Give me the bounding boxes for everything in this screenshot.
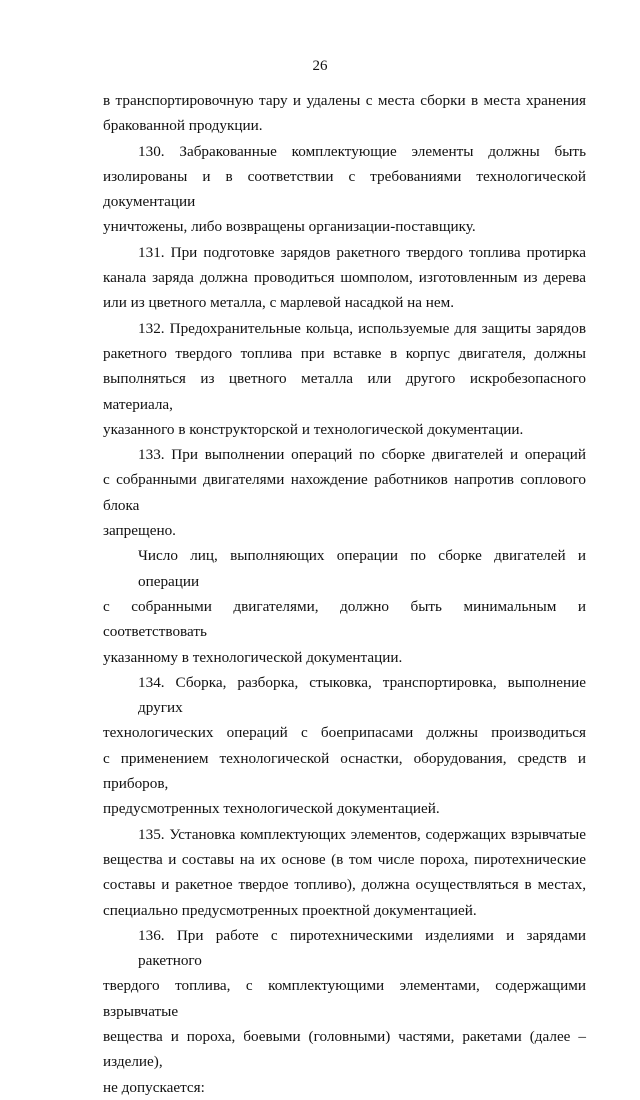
paragraph-130 <box>103 139 586 240</box>
text-line: ракетного твердого топлива при вставке в корпус двигателя, должны <box>103 344 586 362</box>
paragraph-136 <box>103 923 586 1100</box>
paragraph-persons <box>103 543 586 669</box>
text-line: специально предусмотренных проектной документацией. <box>103 901 477 919</box>
text-line: бракованной продукции. <box>103 117 263 135</box>
text-line: выполняться из цветного металла или другого искробезопасного материала, <box>103 370 586 413</box>
text-line: 131. При подготовке зарядов ракетного твердого топлива протирка <box>138 243 586 261</box>
text-line: технологических операций с боеприпасами должны производиться <box>103 724 586 742</box>
text-line: в транспортировочную тару и удалены с места сборки в места хранения <box>103 92 586 109</box>
text-line: не допускается: <box>103 1078 205 1096</box>
document-body <box>103 88 586 1100</box>
text-line: или из цветного металла, с марлевой насадкой на нем. <box>103 294 455 312</box>
paragraph-135 <box>103 822 586 923</box>
text-line: твердого топлива, с комплектующими элементами, содержащими взрывчатые <box>103 977 586 1020</box>
text-line: вещества и составы на их основе (в том числе пороха, пиротехнические <box>103 850 586 868</box>
text-line: указанного в конструкторской и технологической документации. <box>103 420 524 438</box>
text-line: запрещено. <box>103 522 176 540</box>
text-line: Число лиц, выполняющих операции по сборке двигателей и операции <box>138 547 586 590</box>
text-line: с применением технологической оснастки, оборудования, средств и приборов, <box>103 749 586 793</box>
paragraph-132 <box>103 316 586 442</box>
text-line: изолированы и в соответствии с требованиями технологической документации <box>103 167 586 211</box>
paragraph-133 <box>103 442 586 543</box>
text-line: уничтожены, либо возвращены организации-поставщику. <box>103 218 476 236</box>
text-line: канала заряда должна проводиться шомполом, изготовленным из дерева <box>103 269 586 287</box>
text-line: 135. Установка комплектующих элементов, содержащих взрывчатые <box>138 825 586 843</box>
text-line: 134. Сборка, разборка, стыковка, транспортировка, выполнение других <box>138 673 586 717</box>
text-line: с собранными двигателями, должно быть минимальным и соответствовать <box>103 597 586 641</box>
text-line: вещества и пороха, боевыми (головными) частями, ракетами (далее – изделие), <box>103 1027 586 1071</box>
text-line: указанному в технологической документации. <box>103 648 403 666</box>
paragraph-continuation <box>103 88 586 139</box>
paragraph-131 <box>103 240 586 316</box>
text-line: составы и ракетное твердое топливо), должна осуществляться в местах, <box>103 876 586 894</box>
paragraph-134 <box>103 670 586 822</box>
page-number: 26 <box>312 58 328 74</box>
text-line: 132. Предохранительные кольца, используемые для защиты зарядов <box>138 319 586 337</box>
text-line: 130. Забракованные комплектующие элементы должны быть <box>138 142 586 160</box>
text-line: 136. При работе с пиротехническими изделиями и зарядами ракетного <box>138 926 586 970</box>
text-line: предусмотренных технологической документацией. <box>103 800 440 818</box>
text-line: с собранными двигателями нахождение работников напротив соплового блока <box>103 471 586 514</box>
text-line: 133. При выполнении операций по сборке двигателей и операций <box>138 446 586 464</box>
